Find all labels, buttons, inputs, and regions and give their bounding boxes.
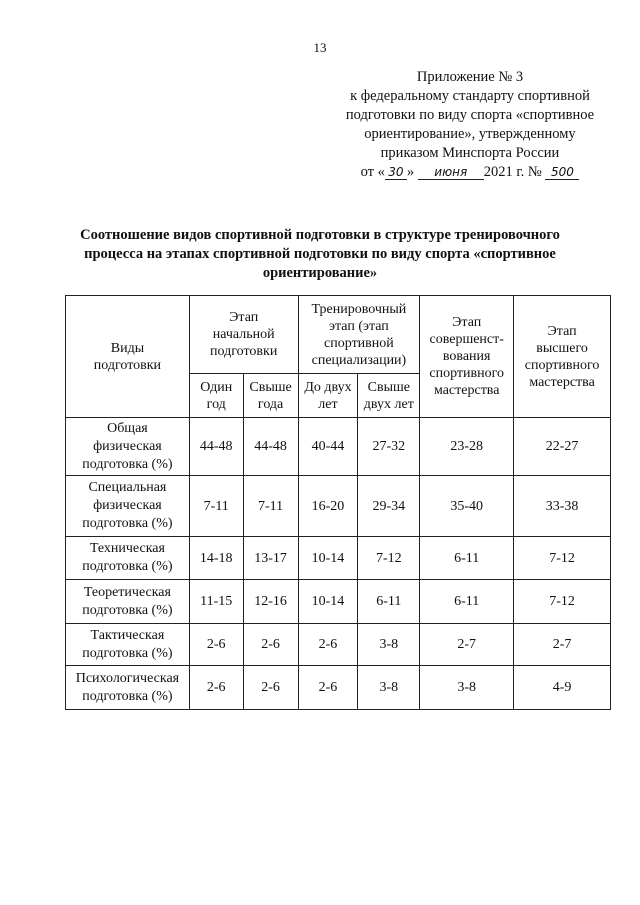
table-cell: 10-14 <box>298 537 358 580</box>
subheader-one-year: Один год <box>189 374 243 418</box>
table-cell: 3-8 <box>358 624 420 666</box>
subheader-over-two-years: Свыше двух лет <box>358 374 420 418</box>
appendix-block <box>330 68 610 182</box>
table-cell: 7-12 <box>514 537 611 580</box>
row-label: Специальная физическая подготовка (%) <box>66 476 190 537</box>
title-line: ориентирование» <box>262 265 378 281</box>
table-cell: 7-11 <box>243 476 298 537</box>
table-cell: 7-12 <box>358 537 420 580</box>
table-cell: 2-6 <box>243 624 298 666</box>
header-types: Виды подготовки <box>66 296 190 418</box>
table-cell: 2-7 <box>420 624 514 666</box>
table-cell: 13-17 <box>243 537 298 580</box>
table-cell: 2-6 <box>298 666 358 710</box>
table-cell: 2-6 <box>189 666 243 710</box>
table-cell: 6-11 <box>420 537 514 580</box>
table-cell: 7-11 <box>189 476 243 537</box>
header-initial-stage: Этап начальной подготовки <box>189 296 298 374</box>
table-row <box>66 624 611 666</box>
table-cell: 6-11 <box>358 580 420 624</box>
table-row <box>66 580 611 624</box>
handwritten-number: 500 <box>545 165 579 180</box>
appendix-line: к федеральному стандарту спортивной <box>350 88 590 104</box>
table-cell: 14-18 <box>189 537 243 580</box>
date-day-suffix: » <box>406 164 415 180</box>
table-row <box>66 476 611 537</box>
row-label: Теоретическая подготовка (%) <box>66 580 190 624</box>
table-cell: 27-32 <box>358 418 420 476</box>
table-cell: 11-15 <box>189 580 243 624</box>
table-cell: 2-6 <box>243 666 298 710</box>
handwritten-month: июня <box>418 165 484 180</box>
appendix-title: Приложение № 3 <box>416 69 524 85</box>
table-cell: 33-38 <box>514 476 611 537</box>
page-number: 13 <box>313 40 327 55</box>
header-perfection-stage: Этап совершенст- вования спортивного мастерства <box>420 296 514 418</box>
table-cell: 23-28 <box>420 418 514 476</box>
training-ratio-table <box>65 295 611 710</box>
table-cell: 7-12 <box>514 580 611 624</box>
header-training-stage: Тренировочный этап (этап спортивной специализации) <box>298 296 420 374</box>
table-cell: 10-14 <box>298 580 358 624</box>
appendix-line: подготовки по виду спорта «спортивное <box>345 107 595 123</box>
table-cell: 16-20 <box>298 476 358 537</box>
table-row <box>66 418 611 476</box>
table-row <box>66 666 611 710</box>
appendix-line: ориентирование», утвержденному <box>364 126 576 142</box>
table-cell: 6-11 <box>420 580 514 624</box>
title-line: процесса на этапах спортивной подготовки по виду спорта «спортивное <box>84 246 556 262</box>
table-cell: 3-8 <box>420 666 514 710</box>
table-cell: 2-6 <box>298 624 358 666</box>
table-cell: 2-6 <box>189 624 243 666</box>
date-prefix: от « <box>360 164 385 180</box>
table-cell: 35-40 <box>420 476 514 537</box>
table-cell: 12-16 <box>243 580 298 624</box>
date-year: 2021 г. № <box>483 164 542 180</box>
title-line: Соотношение видов спортивной подготовки в структуре тренировочного <box>80 227 560 243</box>
table-cell: 4-9 <box>514 666 611 710</box>
appendix-date-line <box>330 163 610 182</box>
row-label: Психологическая подготовка (%) <box>66 666 190 710</box>
subheader-over-year: Свыше года <box>243 374 298 418</box>
table-cell: 44-48 <box>189 418 243 476</box>
table-cell: 3-8 <box>358 666 420 710</box>
table-cell: 29-34 <box>358 476 420 537</box>
table-cell: 22-27 <box>514 418 611 476</box>
table-row <box>66 537 611 580</box>
table-cell: 44-48 <box>243 418 298 476</box>
row-label: Тактическая подготовка (%) <box>66 624 190 666</box>
document-title <box>64 226 576 283</box>
table-cell: 40-44 <box>298 418 358 476</box>
header-highest-stage: Этап высшего спортивного мастерства <box>514 296 611 418</box>
appendix-line: приказом Минспорта России <box>380 145 560 161</box>
table-cell: 2-7 <box>514 624 611 666</box>
row-label: Техническая подготовка (%) <box>66 537 190 580</box>
row-label: Общая физическая подготовка (%) <box>66 418 190 476</box>
handwritten-day: 30 <box>385 165 407 180</box>
subheader-up-to-two-years: До двух лет <box>298 374 358 418</box>
